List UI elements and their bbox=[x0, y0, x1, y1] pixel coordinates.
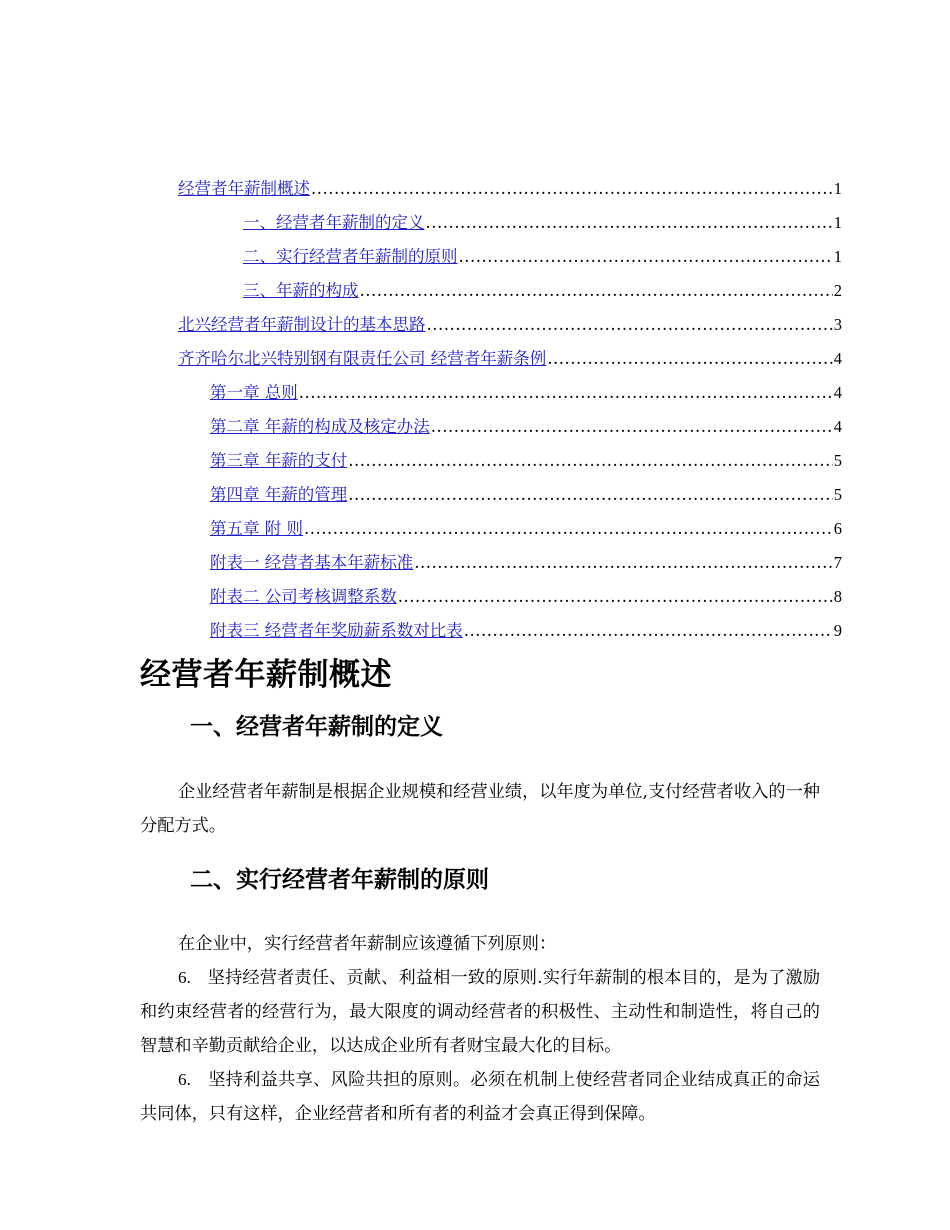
paragraph: 企业经营者年薪制是根据企业规模和经营业绩，以年度为单位,支付经营者收入的一种分配方式。 bbox=[140, 782, 820, 836]
toc-leader-dots bbox=[398, 585, 833, 609]
toc-page-number: 1 bbox=[833, 179, 842, 198]
toc-entry[interactable] bbox=[178, 313, 842, 337]
toc-page-number: 4 bbox=[833, 417, 842, 436]
toc-page-number: 7 bbox=[833, 553, 842, 572]
toc-leader-dots bbox=[547, 347, 833, 371]
toc-link[interactable]: 附表三 经营者年奖励薪系数对比表 bbox=[210, 621, 463, 640]
toc-leader-dots bbox=[348, 449, 833, 473]
section-heading: 一、经营者年薪制的定义 bbox=[190, 714, 443, 740]
toc-link[interactable]: 第四章 年薪的管理 bbox=[210, 485, 348, 504]
toc-leader-dots bbox=[414, 551, 833, 575]
toc-entry[interactable] bbox=[210, 449, 842, 473]
section-heading: 二、实行经营者年薪制的原则 bbox=[190, 867, 489, 893]
toc-entry[interactable] bbox=[243, 245, 842, 269]
document-title: 经营者年薪制概述 bbox=[140, 657, 392, 693]
toc-entry[interactable] bbox=[210, 551, 842, 575]
toc-leader-dots bbox=[426, 211, 833, 235]
toc-page-number: 1 bbox=[833, 213, 842, 232]
toc-link[interactable]: 齐齐哈尔北兴特别钢有限责任公司 经营者年薪条例 bbox=[178, 349, 547, 368]
toc-entry[interactable] bbox=[210, 483, 842, 507]
toc-leader-dots bbox=[459, 245, 833, 269]
toc-link[interactable]: 附表二 公司考核调整系数 bbox=[210, 587, 397, 606]
paragraph: 在企业中，实行经营者年薪制应该遵循下列原则： bbox=[178, 934, 557, 954]
toc-entry[interactable] bbox=[243, 211, 842, 235]
toc-leader-dots bbox=[464, 619, 833, 643]
toc-link[interactable]: 经营者年薪制概述 bbox=[178, 179, 310, 198]
toc-entry[interactable] bbox=[210, 517, 842, 541]
toc-leader-dots bbox=[304, 517, 833, 541]
toc-page-number: 6 bbox=[833, 519, 842, 538]
toc-leader-dots bbox=[427, 313, 833, 337]
toc-leader-dots bbox=[431, 415, 833, 439]
toc-entry[interactable] bbox=[210, 415, 842, 439]
toc-entry[interactable] bbox=[243, 279, 842, 303]
toc-page-number: 5 bbox=[833, 485, 842, 504]
toc-entry[interactable] bbox=[210, 585, 842, 609]
toc-link[interactable]: 附表一 经营者基本年薪标准 bbox=[210, 553, 414, 572]
toc-link[interactable]: 北兴经营者年薪制设计的基本思路 bbox=[178, 315, 426, 334]
list-item-number: 6. bbox=[178, 968, 191, 987]
toc-link[interactable]: 第二章 年薪的构成及核定办法 bbox=[210, 417, 430, 436]
toc-link[interactable]: 一、经营者年薪制的定义 bbox=[243, 213, 425, 232]
list-item-number: 6. bbox=[178, 1070, 191, 1089]
toc-entry[interactable] bbox=[210, 619, 842, 643]
toc-page-number: 2 bbox=[833, 281, 842, 300]
toc-link[interactable]: 第三章 年薪的支付 bbox=[210, 451, 348, 470]
toc-entry[interactable] bbox=[178, 177, 842, 201]
toc-page-number: 4 bbox=[833, 349, 842, 368]
list-item bbox=[140, 1063, 820, 1131]
list-item-text: 坚持经营者责任、贡献、利益相一致的原则.实行年薪制的根本目的，是为了激励和约束经营者的经营行为，最大限度的调动经营者的积极性、主动性和制造性，将自己的智慧和辛勤贡献给企业，以达成企业所有者财宝最大化的目标。 bbox=[140, 968, 821, 1056]
toc-page-number: 8 bbox=[833, 587, 842, 606]
toc-page-number: 1 bbox=[833, 247, 842, 266]
toc-page-number: 5 bbox=[833, 451, 842, 470]
toc-entry[interactable] bbox=[178, 347, 842, 371]
list-item-text: 坚持利益共享、风险共担的原则。必须在机制上使经营者同企业结成真正的命运共同体，只有这样，企业经营者和所有者的利益才会真正得到保障。 bbox=[140, 1070, 820, 1124]
toc-link[interactable]: 第一章 总则 bbox=[210, 383, 298, 402]
toc-page-number: 9 bbox=[833, 621, 842, 640]
toc-page-number: 3 bbox=[833, 315, 842, 334]
toc-leader-dots bbox=[348, 483, 833, 507]
toc-link[interactable]: 三、年薪的构成 bbox=[243, 281, 359, 300]
toc-leader-dots bbox=[360, 279, 833, 303]
toc-leader-dots bbox=[299, 381, 833, 405]
toc-page-number: 4 bbox=[833, 383, 842, 402]
list-item bbox=[140, 961, 820, 1063]
toc-link[interactable]: 第五章 附 则 bbox=[210, 519, 303, 538]
toc-link[interactable]: 二、实行经营者年薪制的原则 bbox=[243, 247, 458, 266]
toc-leader-dots bbox=[311, 177, 833, 201]
toc-entry[interactable] bbox=[210, 381, 842, 405]
